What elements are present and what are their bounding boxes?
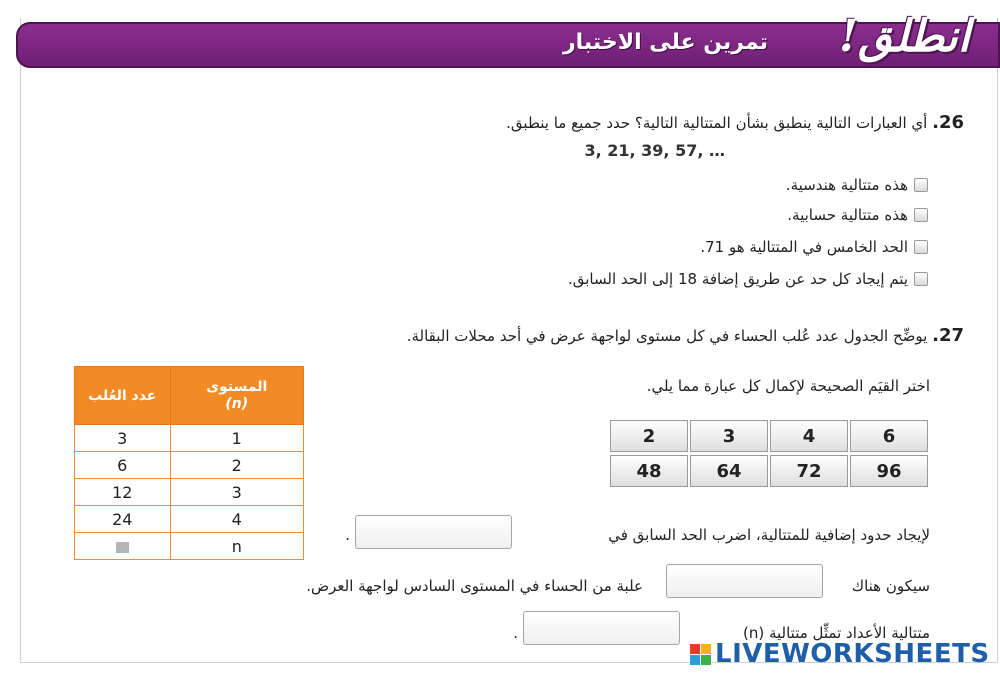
checkbox[interactable] [914, 178, 928, 192]
option-label: هذه متتالية حسابية. [787, 206, 908, 224]
header-level [170, 367, 303, 425]
q27-instruction: اختر القيَم الصحيحة لإكمال كل عبارة مما يلي. [646, 377, 930, 395]
level-cell: 1 [170, 425, 303, 452]
checkbox[interactable] [914, 208, 928, 222]
q26-prompt-line [506, 112, 964, 133]
statement-1-text: لإيجاد حدود إضافية للمتتالية، اضرب الحد السابق في [608, 526, 930, 544]
choice-tile[interactable]: 3 [690, 420, 768, 452]
statement-2-end: علبة من الحساء في المستوى السادس لواجهة العرض. [306, 577, 643, 595]
count-cell: 12 [75, 479, 171, 506]
lets-go-badge: انطلق! [838, 11, 970, 62]
count-cell: 3 [75, 425, 171, 452]
header-level-label: المستوى [206, 378, 268, 395]
level-cell: 2 [170, 452, 303, 479]
soup-cans-table [74, 366, 304, 560]
q27-prompt: يوضِّح الجدول عدد عُلب الحساء في كل مستوى لواجهة عرض في أحد محلات البقالة. [406, 327, 928, 345]
liveworksheets-logo-icon [690, 644, 711, 665]
q26-option-1[interactable] [786, 176, 928, 194]
count-cell-placeholder [75, 533, 171, 560]
option-label: يتم إيجاد كل حد عن طريق إضافة 18 إلى الحد السابق. [567, 270, 908, 288]
choice-tile[interactable]: 64 [690, 455, 768, 487]
statement-3-text: متتالية الأعداد تمثِّل متتالية (n) [742, 624, 930, 642]
q27-number: 27. [932, 325, 964, 346]
q26-option-3[interactable] [700, 238, 928, 256]
statement-1-end: . [345, 526, 350, 544]
section-title: تمرين على الاختبار [562, 30, 768, 55]
header-can-count: عدد العُلب [75, 367, 171, 425]
checkbox[interactable] [914, 272, 928, 286]
count-cell: 6 [75, 452, 171, 479]
table-row [75, 425, 304, 452]
level-cell: 3 [170, 479, 303, 506]
choice-tile[interactable]: 4 [770, 420, 848, 452]
option-label: الحد الخامس في المتتالية هو 71. [700, 238, 908, 256]
answer-blank-3[interactable] [523, 611, 680, 645]
table-row [75, 452, 304, 479]
answer-blank-1[interactable] [355, 515, 512, 549]
level-cell: n [170, 533, 303, 560]
q26-prompt: أي العبارات التالية ينطبق بشأن المتتالية التالية؟ حدد جميع ما ينطبق. [506, 114, 928, 132]
q26-option-2[interactable] [787, 206, 928, 224]
table-row [75, 479, 304, 506]
option-label: هذه متتالية هندسية. [785, 176, 908, 194]
placeholder-square-icon [116, 542, 129, 553]
choice-tile[interactable]: 96 [850, 455, 928, 487]
choice-tile[interactable]: 48 [610, 455, 688, 487]
header-level-variable: (n) [225, 395, 249, 412]
liveworksheets-watermark [690, 638, 990, 670]
choice-tile[interactable]: 72 [770, 455, 848, 487]
q26-number: 26. [932, 112, 964, 133]
answer-blank-2[interactable] [666, 564, 823, 598]
table-row [75, 533, 304, 560]
statement-3-end: . [513, 624, 518, 642]
q27-prompt-line [407, 325, 964, 346]
watermark-text: LIVEWORKSHEETS [715, 639, 990, 669]
checkbox[interactable] [914, 240, 928, 254]
table-row [75, 506, 304, 533]
count-cell: 24 [75, 506, 171, 533]
choice-tile[interactable]: 2 [610, 420, 688, 452]
choice-tile[interactable]: 6 [850, 420, 928, 452]
q26-sequence: 3, 21, 39, 57, … [584, 141, 725, 160]
statement-2-start: سيكون هناك [851, 577, 930, 595]
q26-option-4[interactable] [568, 270, 928, 288]
level-cell: 4 [170, 506, 303, 533]
